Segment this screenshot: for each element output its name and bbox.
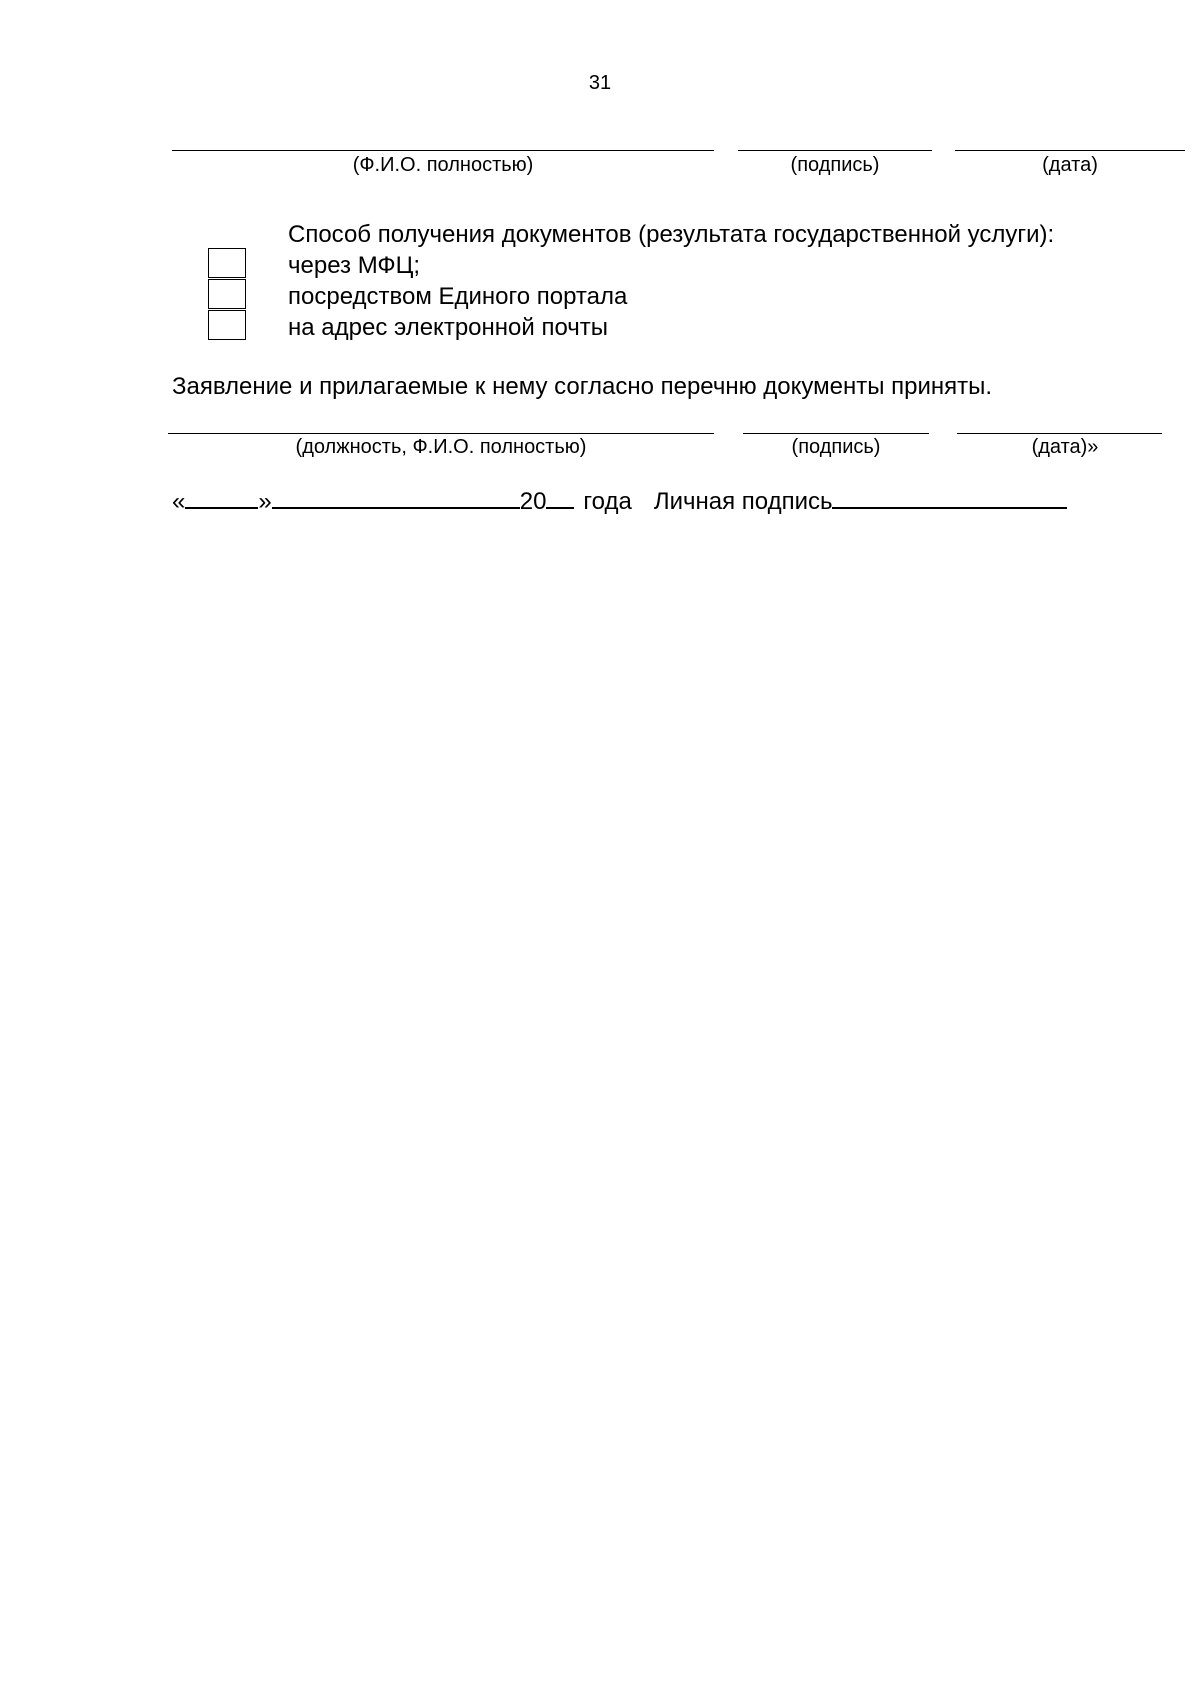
acceptor-signature-line[interactable] [743, 433, 929, 434]
acceptor-signature-caption: (подпись) [791, 436, 881, 458]
personal-signature-blank[interactable] [832, 485, 1067, 509]
personal-signature-label: Личная подпись [653, 488, 833, 515]
checkbox-unified-portal[interactable] [208, 279, 246, 309]
applicant-signature-caption: (подпись) [790, 154, 880, 176]
year-blank[interactable] [546, 485, 574, 509]
date-signature-row [172, 485, 1067, 516]
acceptance-statement: Заявление и прилагаемые к нему согласно перечню документы приняты. [172, 373, 993, 400]
year-prefix: 20 [519, 488, 547, 515]
acceptor-position-line[interactable] [168, 433, 714, 434]
open-quote: « [172, 488, 186, 515]
acceptor-date-caption: (дата)» [1031, 436, 1099, 458]
day-blank[interactable] [185, 485, 258, 509]
month-blank[interactable] [272, 485, 520, 509]
page-number: 31 [588, 72, 612, 94]
acceptor-date-line[interactable] [957, 433, 1162, 434]
applicant-signature-line[interactable] [738, 150, 932, 151]
checkbox-mfc[interactable] [208, 248, 246, 278]
option-label-unified-portal: посредством Единого портала [288, 283, 628, 310]
applicant-name-caption: (Ф.И.О. полностью) [352, 154, 534, 176]
checkbox-email[interactable] [208, 310, 246, 340]
option-label-email: на адрес электронной почты [288, 314, 609, 341]
applicant-name-line[interactable] [172, 150, 714, 151]
acceptor-position-caption: (должность, Ф.И.О. полностью) [295, 436, 587, 458]
close-quote: » [258, 488, 272, 515]
applicant-date-line[interactable] [955, 150, 1185, 151]
applicant-date-caption: (дата) [1042, 154, 1098, 176]
year-suffix: года [583, 488, 632, 515]
receipt-method-heading: Способ получения документов (результата государственной услуги): [288, 221, 1055, 248]
option-label-mfc: через МФЦ; [288, 252, 421, 279]
